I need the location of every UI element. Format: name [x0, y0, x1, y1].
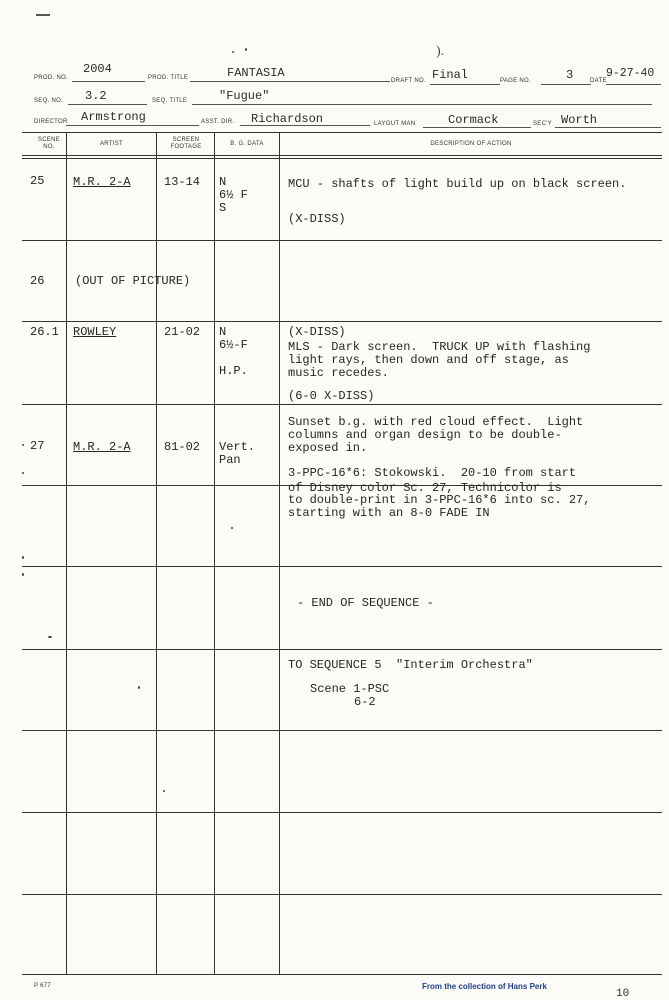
- scene-number: 25: [30, 174, 45, 188]
- row-rule: [22, 566, 662, 567]
- page-no-value: 3: [566, 68, 574, 82]
- underline: [423, 127, 531, 128]
- row-rule: [22, 894, 662, 895]
- secy-value: Worth: [561, 113, 598, 127]
- layout-man-label: LAYOUT MAN: [374, 121, 416, 127]
- prod-no-value: 2004: [83, 62, 112, 76]
- artist-name: M.R. 2-A: [73, 175, 131, 189]
- underline: [190, 81, 390, 82]
- col-divider: [156, 132, 157, 974]
- description-line: columns and organ design to be double-: [288, 428, 562, 442]
- next-scene: Scene 1-PSC: [310, 682, 390, 696]
- underline: [72, 81, 145, 82]
- underline: [68, 104, 147, 105]
- ink-mark: ).: [436, 44, 445, 59]
- row-rule: [22, 649, 662, 650]
- col-header-bg-data: B. G. DATA: [230, 140, 264, 147]
- date-label: DATE: [590, 78, 607, 84]
- speck: [22, 573, 24, 576]
- description-line: 3-PPC-16*6: Stokowski. 20-10 from start: [288, 466, 577, 480]
- description-line: light rays, then down and off stage, as: [288, 353, 569, 367]
- description-line: (6-0 X-DISS): [288, 389, 375, 403]
- asst-dir-label: ASST. DIR.: [201, 119, 235, 125]
- date-value: 9-27-40: [606, 67, 655, 80]
- bg-data: Vert. Pan: [219, 440, 256, 467]
- header-rule-double: [22, 158, 662, 159]
- screen-footage: 21-02: [164, 325, 201, 339]
- underline: [430, 84, 500, 85]
- speck: [231, 527, 233, 529]
- col-divider: [214, 132, 215, 974]
- speck: [245, 48, 247, 51]
- underline: [66, 125, 199, 126]
- row-rule: [22, 812, 662, 813]
- speck: [163, 790, 165, 792]
- speck: [232, 51, 234, 53]
- description-line: of Disney color Sc. 27, Technicolor is: [288, 481, 562, 495]
- screen-footage: 13-14: [164, 175, 201, 189]
- draft-no-value: Final: [432, 68, 469, 82]
- description-line: to double-print in 3-PPC-16*6 into sc. 27,: [288, 493, 591, 507]
- director-label: DIRECTOR: [34, 119, 68, 125]
- form-number: P 677: [34, 983, 52, 989]
- row-rule: [22, 321, 662, 322]
- page-mark: 10: [616, 988, 630, 1000]
- draft-no-label: DRAFT NO.: [391, 78, 426, 84]
- description-line: Sunset b.g. with red cloud effect. Light: [288, 415, 584, 429]
- speck: [22, 556, 24, 559]
- description-line: music recedes.: [288, 366, 389, 380]
- speck: [48, 636, 52, 638]
- director-value: Armstrong: [81, 110, 146, 124]
- col-divider: [279, 132, 280, 974]
- page-no-label: PAGE NO.: [500, 78, 531, 84]
- seq-title-value: "Fugue": [219, 89, 270, 103]
- scene-number: 27: [30, 439, 45, 453]
- col-header-scene-no: SCENE NO.: [37, 137, 61, 150]
- description-line: exposed in.: [288, 441, 368, 455]
- description-line: MCU - shafts of light build up on black screen.: [288, 177, 627, 191]
- prod-no-label: PROD. NO.: [34, 75, 69, 81]
- seq-title-label: SEQ. TITLE: [152, 98, 188, 104]
- row-rule: [22, 404, 662, 405]
- col-header-screen-footage: SCREEN FOOTAGE: [170, 137, 202, 150]
- artist-name: ROWLEY: [73, 325, 117, 339]
- top-mark: [36, 14, 50, 16]
- secy-label: SEC'Y: [533, 121, 552, 127]
- artist-name: (OUT OF PICTURE): [75, 274, 191, 288]
- next-sequence: TO SEQUENCE 5 "Interim Orchestra": [288, 658, 533, 672]
- row-rule: [22, 240, 662, 241]
- description-line: MLS - Dark screen. TRUCK UP with flashing: [288, 340, 591, 354]
- header-rule: [22, 155, 662, 156]
- bg-data: N 6½-F H.P.: [219, 325, 248, 378]
- col-header-artist: ARTIST: [99, 140, 124, 147]
- end-of-sequence: - END OF SEQUENCE -: [297, 596, 434, 610]
- seq-no-label: SEQ. NO.: [34, 98, 64, 104]
- row-rule: [22, 730, 662, 731]
- next-scene-sub: 6-2: [354, 695, 376, 709]
- scene-number: 26: [30, 274, 45, 288]
- underline: [541, 84, 591, 85]
- bg-data: N 6½ F S: [219, 175, 248, 215]
- screen-footage: 81-02: [164, 440, 201, 454]
- prod-title-value: FANTASIA: [227, 66, 285, 80]
- col-divider: [66, 132, 67, 974]
- collection-credit: From the collection of Hans Perk: [422, 982, 547, 991]
- description-line: starting with an 8-0 FADE IN: [288, 506, 490, 520]
- prod-title-label: PROD. TITLE: [148, 75, 189, 81]
- underline: [555, 127, 661, 128]
- speck: [22, 472, 24, 474]
- artist-name: M.R. 2-A: [73, 440, 131, 454]
- layout-man-value: Cormack: [448, 113, 499, 127]
- table-bottom-rule: [22, 974, 662, 975]
- speck: [138, 686, 140, 689]
- underline: [606, 84, 661, 85]
- underline: [192, 104, 652, 105]
- seq-no-value: 3.2: [85, 89, 107, 103]
- col-header-description: DESCRIPTION OF ACTION: [430, 140, 512, 147]
- scene-number: 26.1: [30, 325, 59, 339]
- asst-dir-value: Richardson: [251, 112, 324, 126]
- description-line: (X-DISS): [288, 212, 346, 226]
- description-line: (X-DISS): [288, 325, 346, 339]
- speck: [22, 444, 24, 446]
